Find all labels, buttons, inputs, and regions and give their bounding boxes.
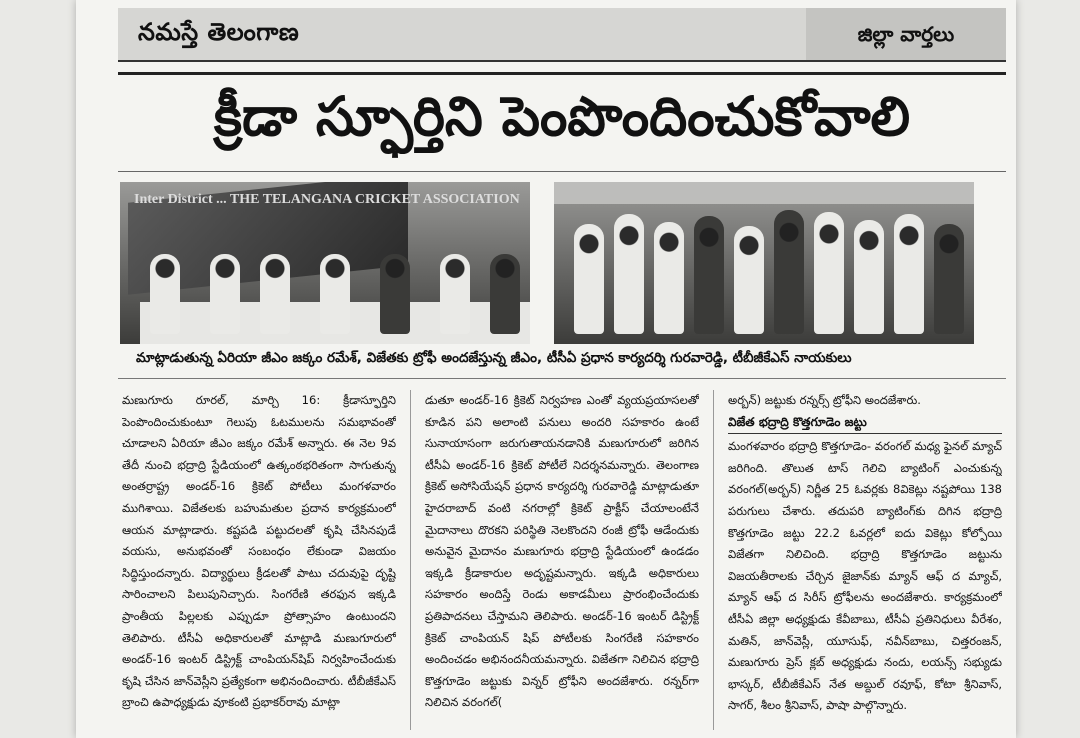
section-label: జిల్లా వార్తలు — [806, 8, 1006, 60]
article-paragraph: అర్బన్) జట్టుకు రన్నర్స్ ట్రోఫీని అందజేశారు. — [728, 393, 921, 407]
person-figure — [854, 220, 884, 334]
column-divider — [410, 390, 411, 730]
photo-speaker — [120, 182, 530, 344]
person-figure — [894, 214, 924, 334]
person-figure — [260, 254, 290, 334]
photo-trophy — [554, 182, 974, 344]
person-figure — [210, 254, 240, 334]
article-subheading: విజేత భద్రాద్రి కొత్తగూడెం జట్టు — [728, 412, 1002, 435]
column-divider — [713, 390, 714, 730]
banner-text: Inter District ... THE TELANGANA CRICKET ASSOCIATION — [134, 192, 520, 207]
page-header — [118, 8, 1006, 62]
article-paragraph: మణుగూరు రూరల్, మార్చి 16: క్రీడాస్ఫూర్తిని పెంపొందించుకుంటూ గెలుపు ఓటములను సమభావంతో చూడాలని ఏరియా జీఎం జక్కం రమేశ్ అన్నారు. ఈ నెల 9వ తేదీ నుంచి భద్రాద్రి స్టేడియంలో ఉత్కంఠభరితంగా సాగుతున్న అంతర్రాష్ట్ర అండర్-16 క్రికెట్ పోటీలు మంగళవారం ముగిశాయి. విజేతలకు బహుమతుల ప్రదాన కార్యక్రమంలో ఆయన మాట్లాడారు. కష్టపడి పట్టుదలతో కృషి చేసినపుడే వయసు, అనుభవంతో సంబంధం లేకుండా విజయం సిద్ధిస్తుందన్నారు. విద్యార్థులు క్రీడలతో పాటు చదువుపై దృష్టి సారించాలని పిలుపునిచ్చారు. సింగరేణి తరఫున ఇక్కడి ప్రాంతీయ పిల్లలకు ఎప్పుడూ ప్రోత్సాహం ఉంటుందని తెలిపారు. టీసీఏ అధికారులతో మాట్లాడి మణుగూరులో అండర్-16 ఇంటర్ డిస్ట్రిక్ట్ చాంపియన్‌షిప్ నిర్వహించేందుకు కృషి చేసిన జాన్‌వెస్లీని ప్రత్యేకంగా అభినందించారు. టీబీజీకేఎస్ బ్రాంచి ఉపాధ్యక్షుడు వూకంటి ప్రభాకర్‌రావు మాట్లా — [122, 393, 396, 710]
headline: క్రీడా స్ఫూర్తిని పెంపొందించుకోవాలి — [118, 72, 1006, 172]
person-figure — [150, 254, 180, 334]
person-figure — [380, 254, 410, 334]
article-paragraph: మంగళవారం భద్రాద్రి కొత్తగూడెం- వరంగల్ మధ్య ఫైనల్ మ్యాచ్ జరిగింది. తొలుత టాస్ గెలిచి బ్యాటింగ్ ఎంచుకున్న వరంగల్(అర్బన్) నిర్ణీత 25 ఓవర్లకు 8వికెట్లు నష్టపోయి 138 పరుగులు చేశారు. తదుపరి బ్యాటింగ్‌కు దిగిన భద్రాద్రి కొత్తగూడెం జట్టు 22.2 ఓవర్లలో ఐదు వికెట్లు కోల్పోయి విజేతగా నిలిచింది. భద్రాద్రి కొత్తగూడెం జట్టును విజయతీరాలకు చేర్చిన జైజాన్‌కు మ్యాన్ ఆఫ్ ద మ్యాచ్, మ్యాన్ ఆఫ్ ద సిరీస్ ట్రోఫీలను అందజేశారు. కార్యక్రమంలో టీసీఏ జిల్లా అధ్యక్షుడు కేవీబాబు, టీసీఏ ప్రతినిధులు వీరేశం, మతిన్, జాన్‌వెస్లీ, యూసుఫ్, నవీన్‌బాబు, చిత్తరంజన్, మణుగూరు ప్రెస్ క్లబ్ అధ్యక్షుడు నందు, లయన్స్ సభ్యుడు భాస్కర్, టీబీజీకేఎస్ నేత అబ్దుల్ రవూఫ్, కోటా శ్రీనివాస్, సాగర్, శీలం శ్రీనివాస్, పాషా పాల్గొన్నారు. — [728, 439, 1002, 713]
person-figure — [574, 224, 604, 334]
article-body — [122, 390, 1002, 730]
person-figure — [320, 254, 350, 334]
person-figure — [934, 224, 964, 334]
person-figure — [734, 226, 764, 334]
person-figure — [814, 212, 844, 334]
person-figure — [774, 210, 804, 334]
divider — [118, 378, 1006, 379]
article-column-3 — [728, 390, 1002, 730]
person-figure — [440, 254, 470, 334]
canopy — [554, 182, 974, 204]
article-paragraph: డుతూ అండర్-16 క్రికెట్ నిర్వహణ ఎంతో వ్యయప్రయాసలతో కూడిన పని అలాంటి పనులు అందరి సహకారం ఉంటే సునాయాసంగా జరుగుతాయనడానికి మణుగూరులో జరిగిన టీసీఏ అండర్-16 క్రికెట్ పోటీలే నిదర్శనమన్నారు. తెలంగాణ క్రికెట్ అసోసియేషన్ ప్రధాన కార్యదర్శి గురవారెడ్డి మాట్లాడుతూ హైదరాబాద్ వంటి నగరాల్లో క్రికెట్ ప్రాక్టీస్ చేయాలంటేనే మైదానాలు దొరకని పరిస్థితి నెలకొందని రంజీ ట్రోఫీ ఆడేందుకు అనువైన మైదానం మణుగూరు భద్రాద్రి స్టేడియంలో ఉండడం ఇక్కడి క్రీడాకారుల అదృష్టమన్నారు. ఇక్కడి అధికారులు సహకారం అందిస్తే రెండు అకాడమీలు ప్రారంభించేందుకు ప్రతిపాదనలు చేస్తామని తెలిపారు. అండర్-16 ఇంటర్ డిస్ట్రిక్ట్ క్రికెట్ చాంపియన్ షిప్ పోటీలకు సింగరేణి సహకారం అందించడం అభినందనీయమన్నారు. విజేతగా నిలిచిన భద్రాద్రి కొత్తగూడెం జట్టుకు విన్నర్ ట్రోఫీని అందజేశారు. రన్నర్‌గా నిలిచిన వరంగల్( — [425, 393, 699, 710]
person-figure — [654, 222, 684, 334]
article-column-1 — [122, 390, 396, 730]
person-figure — [694, 216, 724, 334]
newspaper-name: నమస్తే తెలంగాణ — [138, 18, 300, 46]
article-column-2 — [425, 390, 699, 730]
person-figure — [490, 254, 520, 334]
person-figure — [614, 214, 644, 334]
newspaper-page — [76, 0, 1016, 738]
photo-caption: మాట్లాడుతున్న ఏరియా జీఎం జక్కం రమేశ్, విజేతకు ట్రోఫీ అందజేస్తున్న జీఎం, టీసీఏ ప్రధాన కార్యదర్శి గురవారెడ్డి, టీబీజీకేఎస్ నాయకులు — [136, 350, 852, 366]
